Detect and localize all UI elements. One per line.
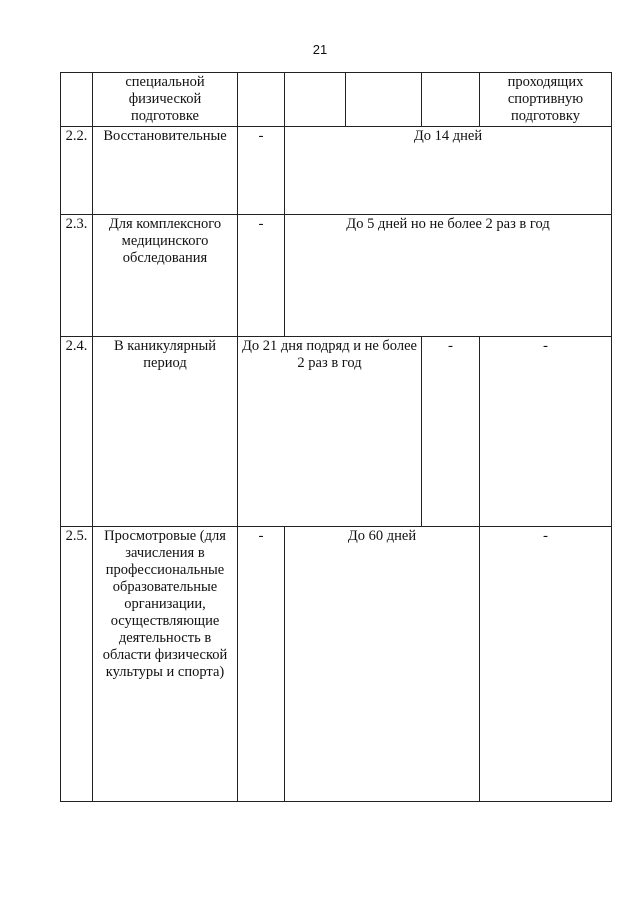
row-name: Просмотровые (для зачисления в профессиональные образовательные организации, осуществляющие деятельность в области физической культуры и спорта): [93, 527, 238, 802]
table-row: [61, 215, 612, 337]
table-row: [61, 127, 612, 215]
table-row: [61, 73, 612, 127]
duration-cell: До 5 дней но не более 2 раз в год: [285, 215, 612, 337]
empty-cell: [422, 73, 480, 127]
dash-cell: -: [480, 337, 612, 527]
regulation-table: [60, 72, 612, 802]
row-number: [61, 73, 93, 127]
duration-cell: До 21 дня подряд и не более 2 раз в год: [238, 337, 422, 527]
row-name: Восстановительные: [93, 127, 238, 215]
empty-cell: [346, 73, 422, 127]
duration-cell: До 14 дней: [285, 127, 612, 215]
dash-cell: -: [238, 127, 285, 215]
dash-cell: -: [238, 527, 285, 802]
page-number: 21: [312, 42, 328, 57]
row-name: В каникулярный период: [93, 337, 238, 527]
empty-cell: [238, 73, 285, 127]
dash-cell: -: [422, 337, 480, 527]
row-name: специальной физической подготовке: [93, 73, 238, 127]
row-name: Для комплексного медицинского обследования: [93, 215, 238, 337]
duration-cell: До 60 дней: [285, 527, 480, 802]
table-row: [61, 337, 612, 527]
row-number: 2.5.: [61, 527, 93, 802]
table-row: [61, 527, 612, 802]
dash-cell: -: [238, 215, 285, 337]
row-number: 2.4.: [61, 337, 93, 527]
row-number: 2.3.: [61, 215, 93, 337]
dash-cell: -: [480, 527, 612, 802]
row-note: проходящих спортивную подготовку: [480, 73, 612, 127]
row-number: 2.2.: [61, 127, 93, 215]
empty-cell: [285, 73, 346, 127]
